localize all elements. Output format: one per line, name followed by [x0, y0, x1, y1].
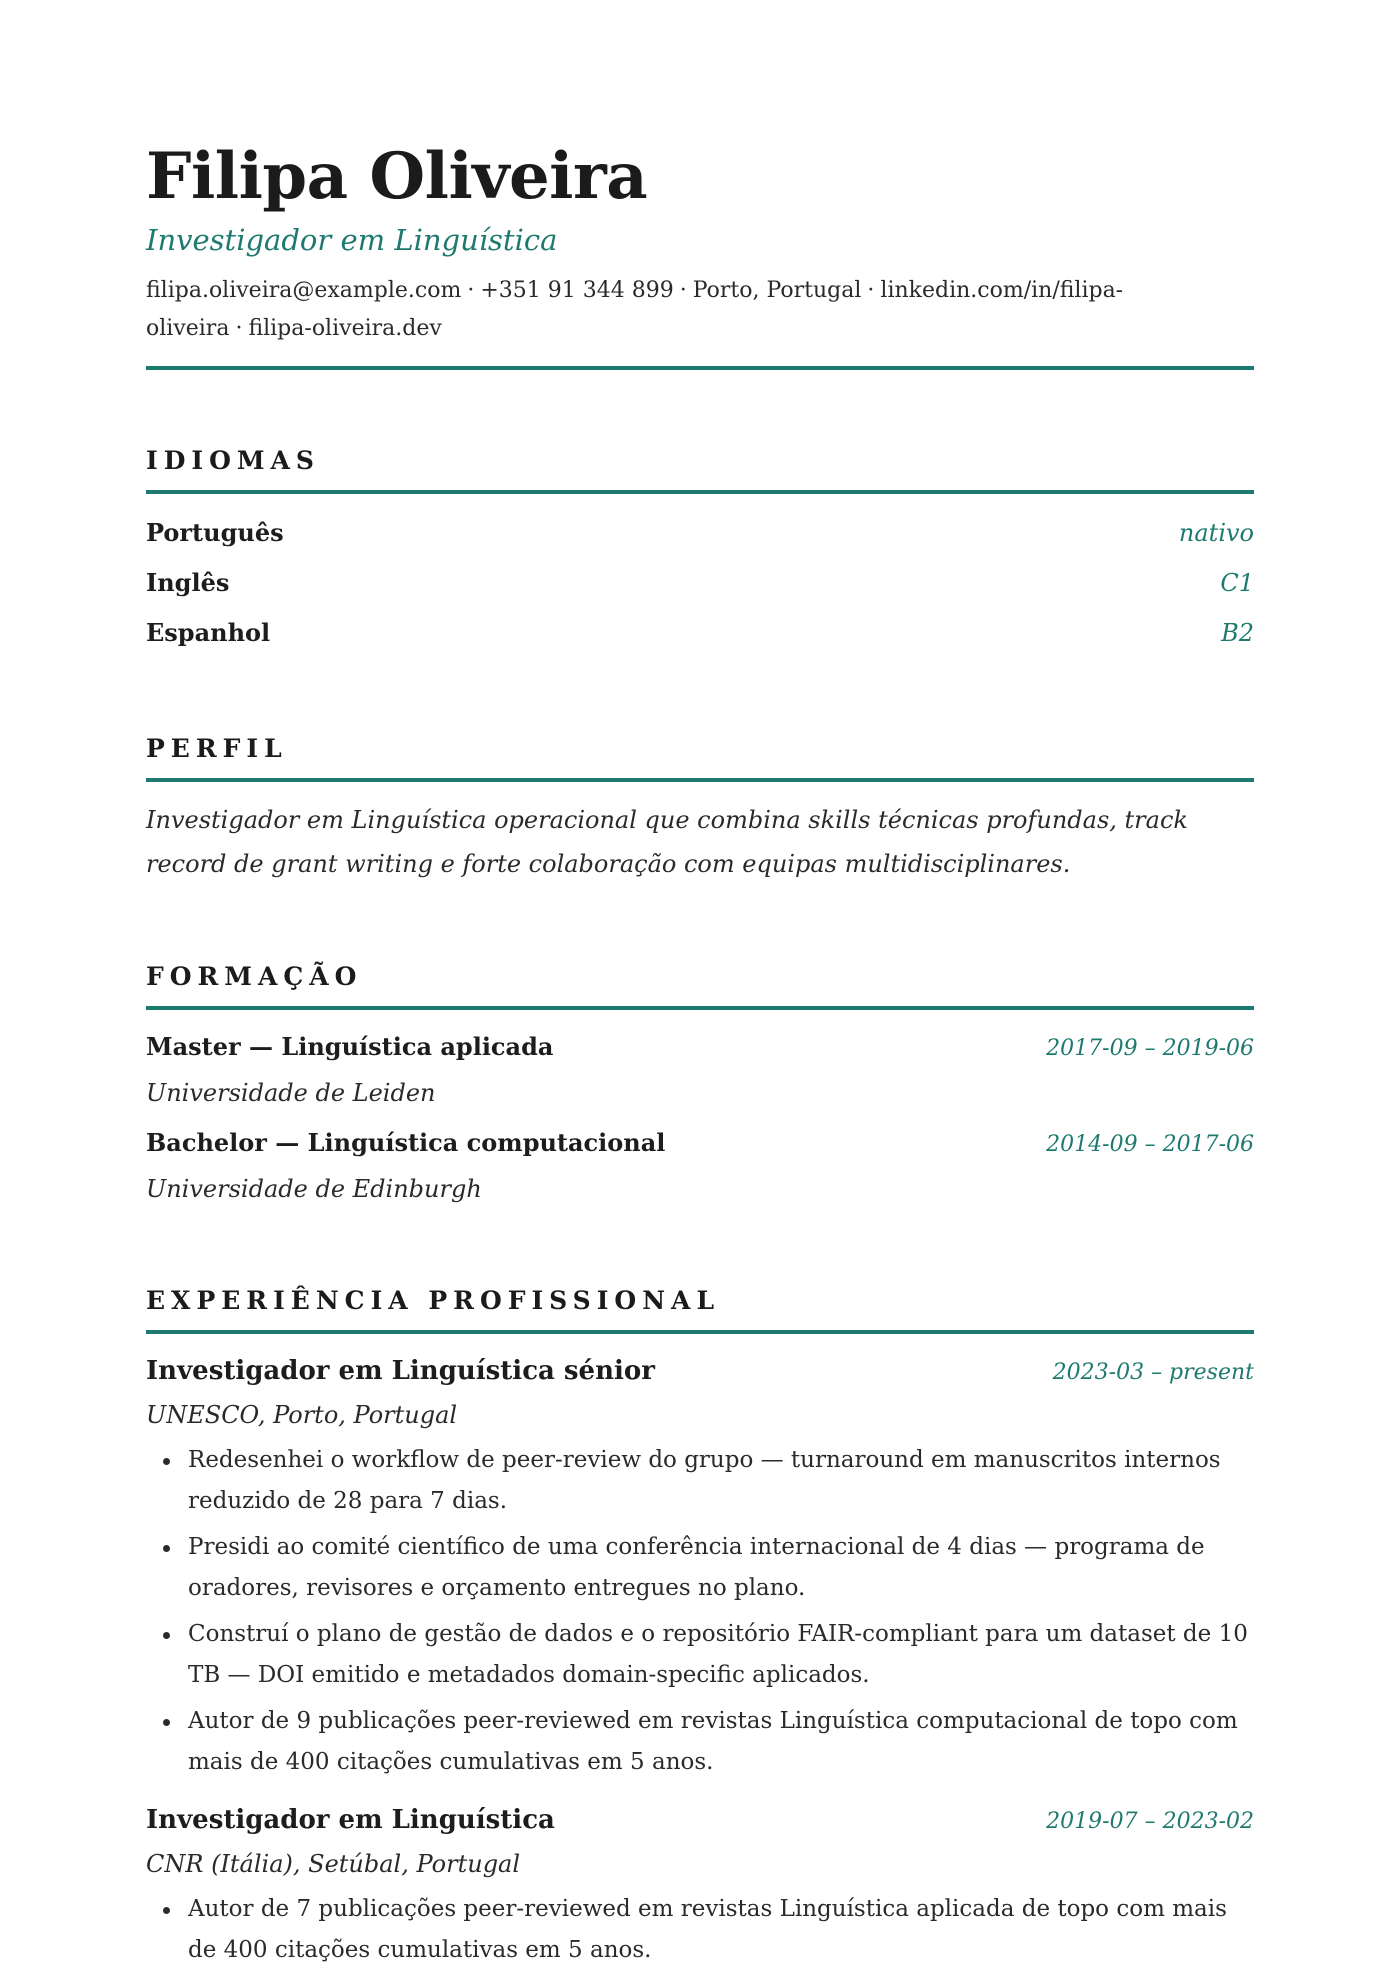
- candidate-role: Investigador em Linguística: [146, 223, 558, 257]
- achievement-item: Autor de 7 publicações peer-reviewed em revistas Linguística aplicada de topo com mais de 400 citações cumulativas em 5 anos.: [146, 1889, 1254, 1971]
- job-entry: [146, 1348, 1254, 1783]
- profile-section: [146, 734, 1254, 886]
- language-level: B2: [1221, 619, 1254, 647]
- job-dates: 2023-03 – present: [1052, 1360, 1254, 1385]
- job-title: Investigador em Linguística: [146, 1805, 555, 1835]
- education-degree: Bachelor — Linguística computacional: [146, 1128, 666, 1157]
- job-achievements: [146, 1889, 1254, 1971]
- language-name: Inglês: [146, 568, 230, 597]
- job-organization: UNESCO, Porto, Portugal: [146, 1401, 458, 1429]
- contact-location: Porto, Portugal: [692, 278, 862, 303]
- language-level: nativo: [1178, 519, 1254, 547]
- job-header: [146, 1797, 1254, 1843]
- language-level: C1: [1220, 569, 1254, 597]
- education-item-header: [146, 1118, 1254, 1168]
- education-item: [146, 1022, 1254, 1114]
- languages-list: [146, 508, 1254, 658]
- job-organization: CNR (Itália), Setúbal, Portugal: [146, 1850, 521, 1878]
- profile-heading: PERFIL: [146, 734, 1254, 782]
- education-section: [146, 962, 1254, 1210]
- contact-email[interactable]: filipa.oliveira@example.com: [146, 278, 462, 303]
- contact-linkedin[interactable]: linkedin.com/in/filipa-oliveira: [146, 278, 1124, 341]
- profile-summary: Investigador em Linguística operacional que combina skills técnicas profundas, track record de grant writing e forte colaboração com equipas multidisciplinares.: [146, 806, 1188, 878]
- education-school: Universidade de Leiden: [146, 1079, 436, 1107]
- education-item-header: [146, 1022, 1254, 1072]
- contact-phone[interactable]: +351 91 344 899: [480, 278, 674, 303]
- education-heading: FORMAÇÃO: [146, 962, 1254, 1010]
- achievement-item: Redesenhei o workflow de peer-review do grupo — turnaround em manuscritos internos reduzido de 28 para 7 dias.: [146, 1440, 1254, 1522]
- achievement-item: Autor de 9 publicações peer-reviewed em revistas Linguística computacional de topo com mais de 400 citações cumulativas em 5 anos.: [146, 1701, 1254, 1783]
- language-row: [146, 608, 1254, 658]
- job-dates: 2019-07 – 2023-02: [1046, 1809, 1254, 1834]
- education-dates: 2014-09 – 2017-06: [1046, 1132, 1254, 1157]
- job-achievements: [146, 1440, 1254, 1783]
- experience-heading: EXPERIÊNCIA PROFISSIONAL: [146, 1286, 1254, 1334]
- contact-separator: ·: [235, 316, 243, 341]
- experience-section: [146, 1286, 1254, 1971]
- language-name: Espanhol: [146, 618, 271, 647]
- contact-separator: ·: [679, 278, 687, 303]
- education-item: [146, 1118, 1254, 1210]
- contact-separator: ·: [867, 278, 875, 303]
- contact-website[interactable]: filipa-oliveira.dev: [248, 316, 442, 341]
- education-dates: 2017-09 – 2019-06: [1046, 1036, 1254, 1061]
- resume-header: [146, 138, 1254, 370]
- contact-line: [146, 272, 1216, 348]
- candidate-name: Filipa Oliveira: [146, 139, 648, 214]
- header-divider: [146, 366, 1254, 370]
- education-school: Universidade de Edinburgh: [146, 1175, 482, 1203]
- language-row: [146, 558, 1254, 608]
- languages-section: [146, 446, 1254, 658]
- job-entry: [146, 1797, 1254, 1971]
- language-row: [146, 508, 1254, 558]
- education-degree: Master — Linguística aplicada: [146, 1032, 554, 1061]
- job-header: [146, 1348, 1254, 1394]
- language-name: Português: [146, 518, 284, 547]
- job-title: Investigador em Linguística sénior: [146, 1356, 655, 1386]
- languages-heading: IDIOMAS: [146, 446, 1254, 494]
- achievement-item: Construí o plano de gestão de dados e o repositório FAIR-compliant para um dataset de 10 TB — DOI emitido e metadados domain-specific aplicados.: [146, 1614, 1254, 1696]
- contact-separator: ·: [467, 278, 475, 303]
- achievement-item: Presidi ao comité científico de uma conferência internacional de 4 dias — programa de oradores, revisores e orçamento entregues no plano.: [146, 1527, 1254, 1609]
